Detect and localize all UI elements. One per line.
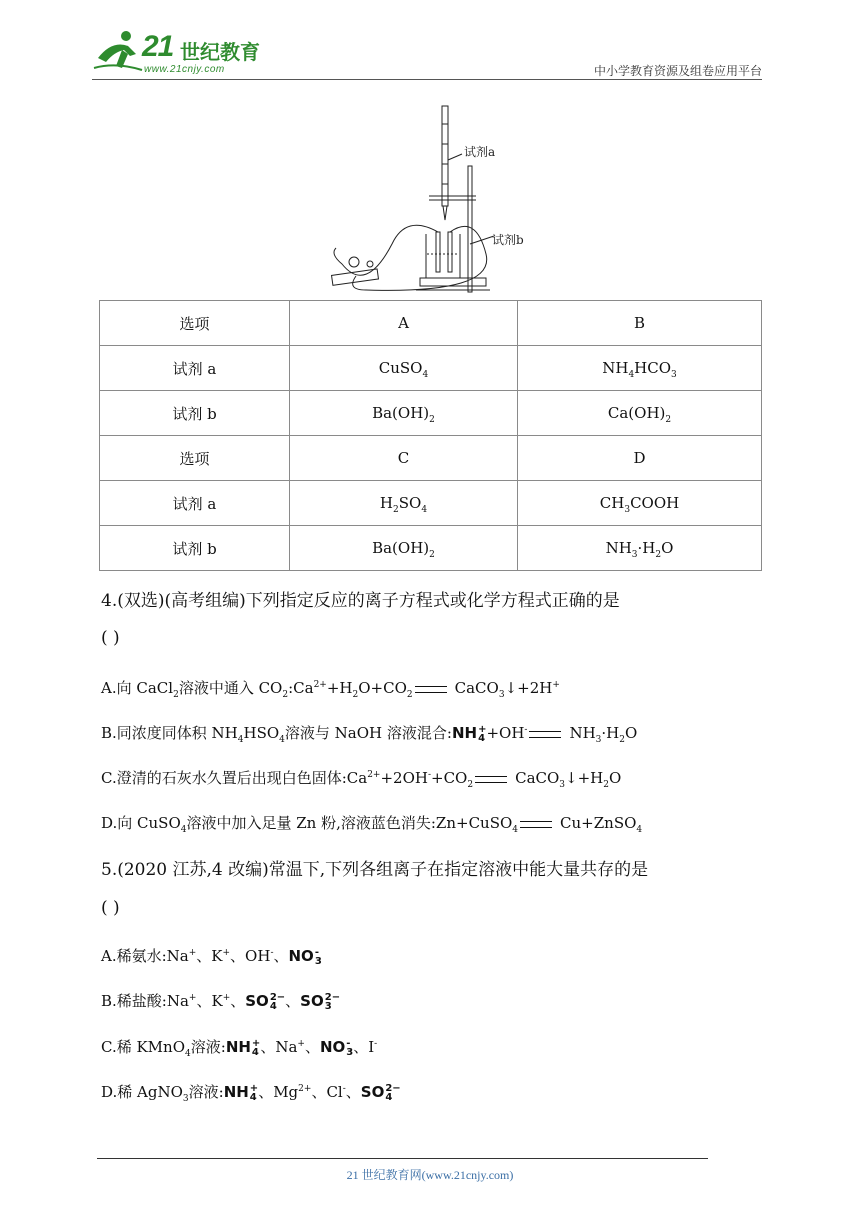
q4-option-a[interactable]: A.向 CaCl$_2$溶液中通入 $CO_2:Ca^{2+}+H_2O+CO_2$ CaCO$_3$↓+2H+ xyxy=(101,679,560,700)
table-cell: A xyxy=(290,301,518,346)
table-cell: B xyxy=(518,301,762,346)
table-cell: C xyxy=(290,436,518,481)
q4-option-c[interactable]: C.澄清的石灰水久置后出现白色固体$:Ca^{2+}+2OH^-+CO_2$ $CaCO_3↓+H_2O$ xyxy=(101,769,622,790)
table-row xyxy=(100,301,762,346)
equals-sign xyxy=(415,686,447,693)
table-cell: $H_2SO_4$ xyxy=(290,481,518,526)
table-cell: 试剂 a xyxy=(100,346,290,391)
table-cell: $Ba(OH)_2$ xyxy=(290,391,518,436)
logo-text: 世纪教育 xyxy=(180,40,260,64)
equals-sign xyxy=(529,731,561,738)
table-cell: 选项 xyxy=(100,436,290,481)
equals-sign xyxy=(520,821,552,828)
question-5-blank: ( ) xyxy=(101,898,120,918)
q4-option-d[interactable]: D.向 CuSO$_4$溶液中加入足量 Zn 粉,溶液蓝色消失:Zn+CuSO$_4$ Cu+ZnSO$_4$ xyxy=(101,814,643,835)
table-row xyxy=(100,391,762,436)
figure-label-a: 试剂a xyxy=(464,145,496,159)
table-row xyxy=(100,436,762,481)
table-cell: 选项 xyxy=(100,301,290,346)
reagent-options-table xyxy=(99,300,762,571)
apparatus-drawing xyxy=(326,104,526,298)
table-cell: D xyxy=(518,436,762,481)
q5-option-c[interactable]: C.稀 KMnO$_4$溶液:NH + 4 、Na+、NO - 3 、I- xyxy=(101,1037,378,1059)
question-5-stem: 5.(2020 江苏,4 改编)常温下,下列各组离子在指定溶液中能大量共存的是 xyxy=(101,860,649,880)
table-cell: $NH_3\cdot H_2O$ xyxy=(518,526,762,571)
page-header xyxy=(92,28,762,80)
footer-divider xyxy=(97,1158,708,1159)
question-4-blank: ( ) xyxy=(101,628,120,648)
q4-option-b[interactable]: B.同浓度同体积 $NH_4HSO_4$溶液与 NaOH 溶液混合:NH + 4 +OH- $NH_3\cdot H_2O$ xyxy=(101,723,638,745)
header-divider xyxy=(92,79,762,80)
table-cell: $CH_3COOH$ xyxy=(518,481,762,526)
table-row xyxy=(100,481,762,526)
table-cell: $Ba(OH)_2$ xyxy=(290,526,518,571)
q5-option-d[interactable]: D.稀 AgNO$_3$溶液:NH + 4 、$Mg^{2+}$、Cl-、SO 2− 4 xyxy=(101,1082,401,1104)
table-row xyxy=(100,346,762,391)
equals-sign xyxy=(475,776,507,783)
footer-link[interactable]: 21 世纪教育网(www.21cnjy.com) xyxy=(346,1168,514,1182)
site-tagline: 中小学教育资源及组卷应用平台 xyxy=(593,64,762,78)
table-cell: 试剂 b xyxy=(100,391,290,436)
figure-label-b: 试剂b xyxy=(492,233,524,247)
q5-option-b[interactable]: B.稀盐酸:Na+、K+、SO 2− 4 、SO 2− 3 xyxy=(101,991,341,1012)
conductivity-apparatus-figure xyxy=(326,104,526,298)
logo-number: 21 xyxy=(142,30,174,63)
runner-icon xyxy=(92,28,144,74)
table-cell: 试剂 a xyxy=(100,481,290,526)
logo-url: www.21cnjy.com xyxy=(144,64,225,75)
table-cell: $Ca(OH)_2$ xyxy=(518,391,762,436)
table-cell: $NH_4HCO_3$ xyxy=(518,346,762,391)
site-logo[interactable] xyxy=(92,28,262,74)
table-row xyxy=(100,526,762,571)
table-cell: CuSO$_4$ xyxy=(290,346,518,391)
question-4-stem: 4.(双选)(高考组编)下列指定反应的离子方程式或化学方程式正确的是 xyxy=(101,591,620,611)
table-cell: 试剂 b xyxy=(100,526,290,571)
q5-option-a[interactable]: A.稀氨水:Na+、K+、OH-、NO - 3 xyxy=(101,946,322,967)
